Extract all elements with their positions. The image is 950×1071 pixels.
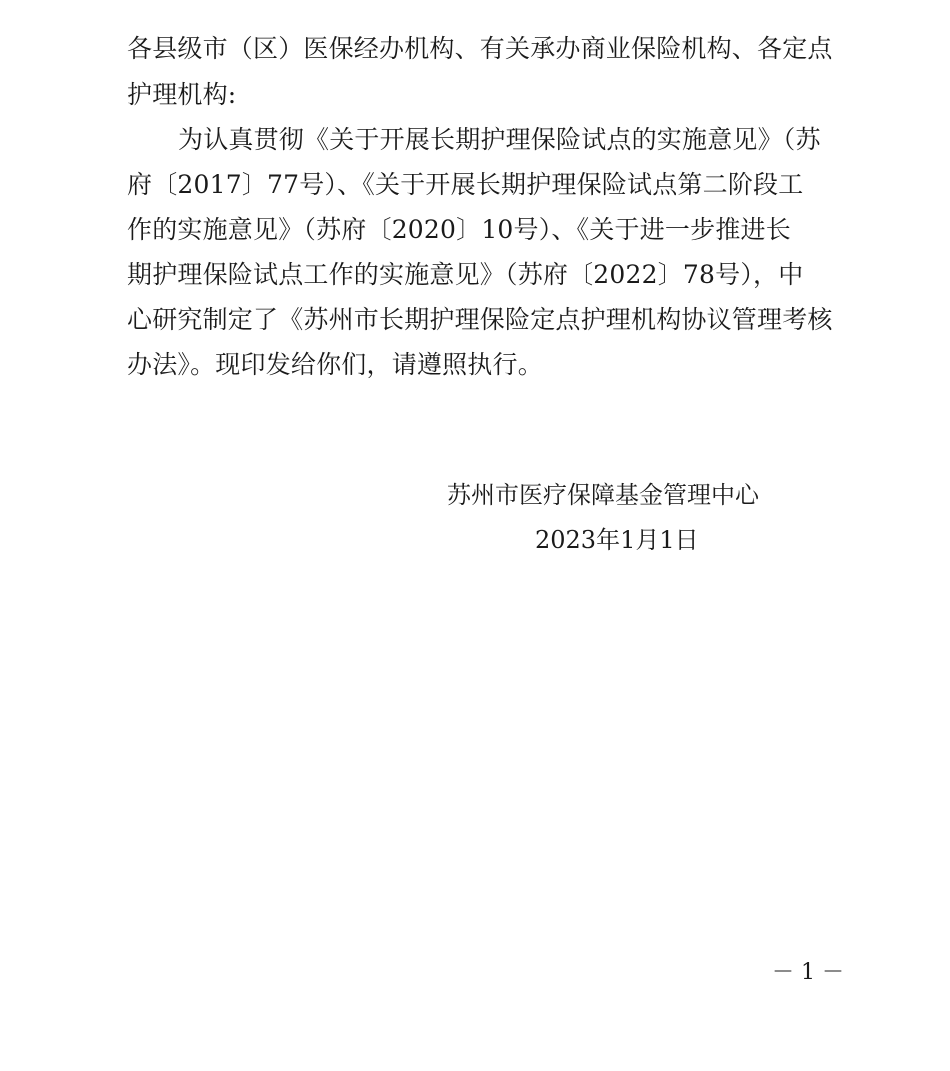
signature-date: 2023年1月1日 (535, 526, 699, 554)
body-line-5: 心研究制定了《苏州市长期护理保险定点护理机构协议管理考核 (127, 305, 833, 334)
body-line-2: 府〔2017〕77号）、《关于开展长期护理保险试点第二阶段工 (127, 170, 804, 199)
body-line-4: 期护理保险试点工作的实施意见》（苏府〔2022〕78号），中 (127, 260, 804, 289)
signature-organization: 苏州市医疗保障基金管理中心 (447, 481, 759, 509)
recipient-line-2: 护理机构: (127, 80, 237, 109)
body-line-3: 作的实施意见》（苏府〔2020〕10号）、《关于进一步推进长 (127, 215, 791, 244)
body-line-6: 办法》。现印发给你们，请遵照执行。 (127, 350, 543, 379)
body-line-1: 为认真贯彻《关于开展长期护理保险试点的实施意见》（苏 (178, 125, 821, 154)
page-number: － 1 － (772, 960, 844, 985)
recipient-line-1: 各县级市（区）医保经办机构、有关承办商业保险机构、各定点 (127, 34, 833, 63)
